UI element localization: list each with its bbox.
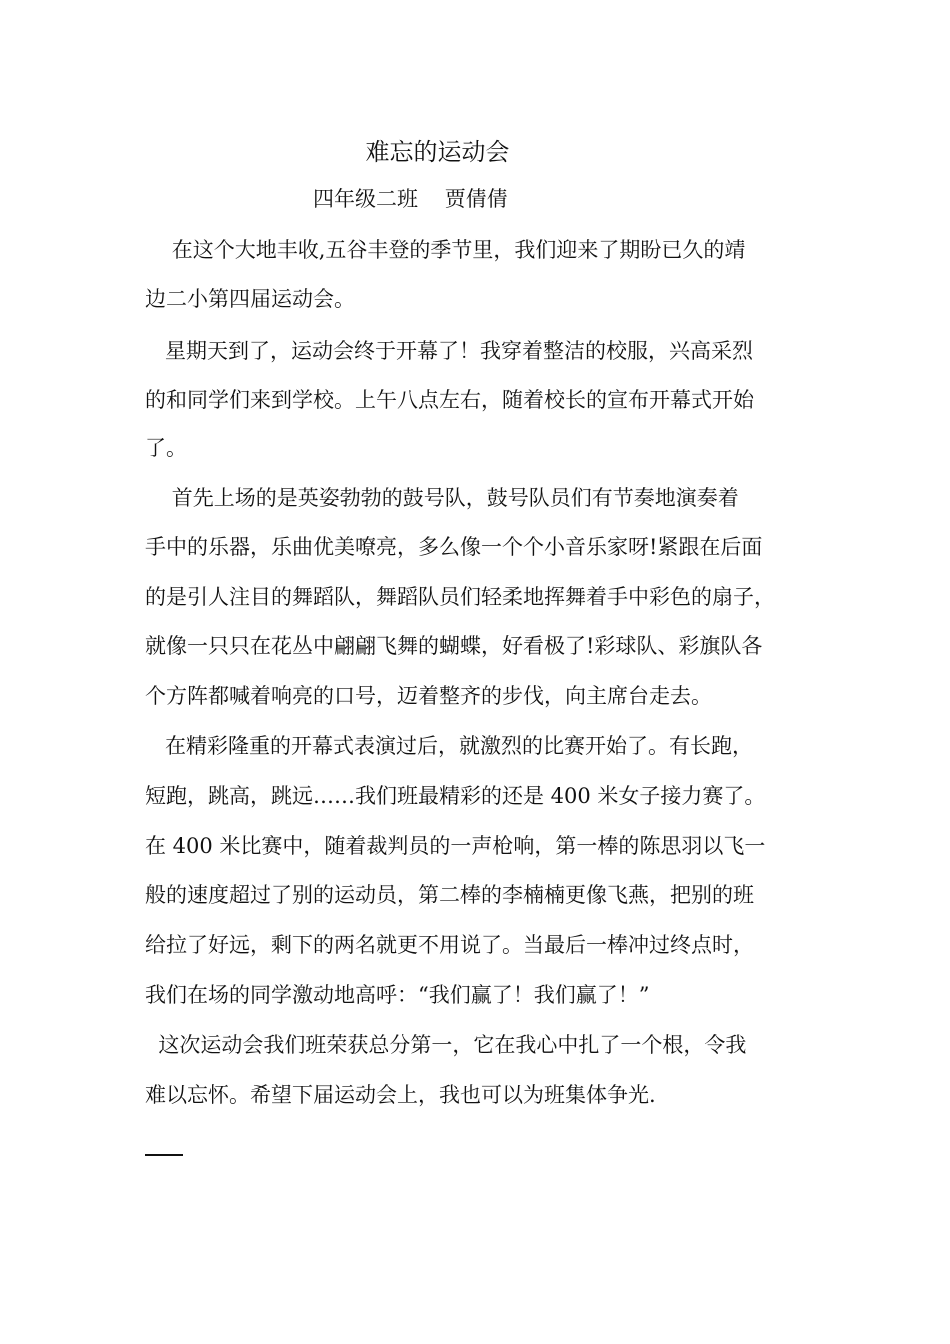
- body-line: 这次运动会我们班荣获总分第一，它在我心中扎了一个根，令我: [145, 1033, 747, 1057]
- body-line: 首先上场的是英姿勃勃的鼓号队，鼓号队员们有节奏地演奏着: [145, 486, 739, 510]
- body-line: 难以忘怀。希望下届运动会上，我也可以为班集体争光.: [145, 1083, 656, 1107]
- body-line: 的是引人注目的舞蹈队，舞蹈队员们轻柔地挥舞着手中彩色的扇子，: [145, 585, 775, 609]
- body-line: 边二小第四届运动会。: [145, 287, 355, 311]
- body-line: 个方阵都喊着响亮的口号，迈着整齐的步伐，向主席台走去。: [145, 684, 712, 708]
- document-title: 难忘的运动会: [365, 138, 510, 166]
- body-line: 在这个大地丰收,五谷丰登的季节里，我们迎来了期盼已久的靖: [145, 238, 746, 262]
- body-line: 就像一只只在花丛中翩翩飞舞的蝴蝶，好看极了!彩球队、彩旗队各: [145, 634, 763, 658]
- footnote-separator: [145, 1154, 183, 1156]
- body-line: 短跑，跳高，跳远……我们班最精彩的还是 400 米女子接力赛了。: [145, 784, 766, 808]
- body-line: 在精彩隆重的开幕式表演过后，就激烈的比赛开始了。有长跑，: [145, 734, 754, 758]
- body-line: 般的速度超过了别的运动员，第二棒的李楠楠更像飞燕，把别的班: [145, 883, 754, 907]
- body-line: 了。: [145, 436, 187, 460]
- author-line: 四年级二班 贾倩倩: [313, 187, 508, 211]
- body-line: 的和同学们来到学校。上午八点左右，随着校长的宣布开幕式开始: [145, 388, 754, 412]
- body-line: 手中的乐器，乐曲优美嘹亮，多么像一个个小音乐家呀!紧跟在后面: [145, 535, 763, 559]
- body-line: 我们在场的同学激动地高呼：“我们赢了！我们赢了！”: [145, 983, 650, 1007]
- body-line: 给拉了好远，剩下的两名就更不用说了。当最后一棒冲过终点时，: [145, 933, 754, 957]
- body-line: 在 400 米比赛中，随着裁判员的一声枪响，第一棒的陈思羽以飞一: [145, 834, 766, 858]
- body-line: 星期天到了，运动会终于开幕了！我穿着整洁的校服，兴高采烈: [145, 339, 754, 363]
